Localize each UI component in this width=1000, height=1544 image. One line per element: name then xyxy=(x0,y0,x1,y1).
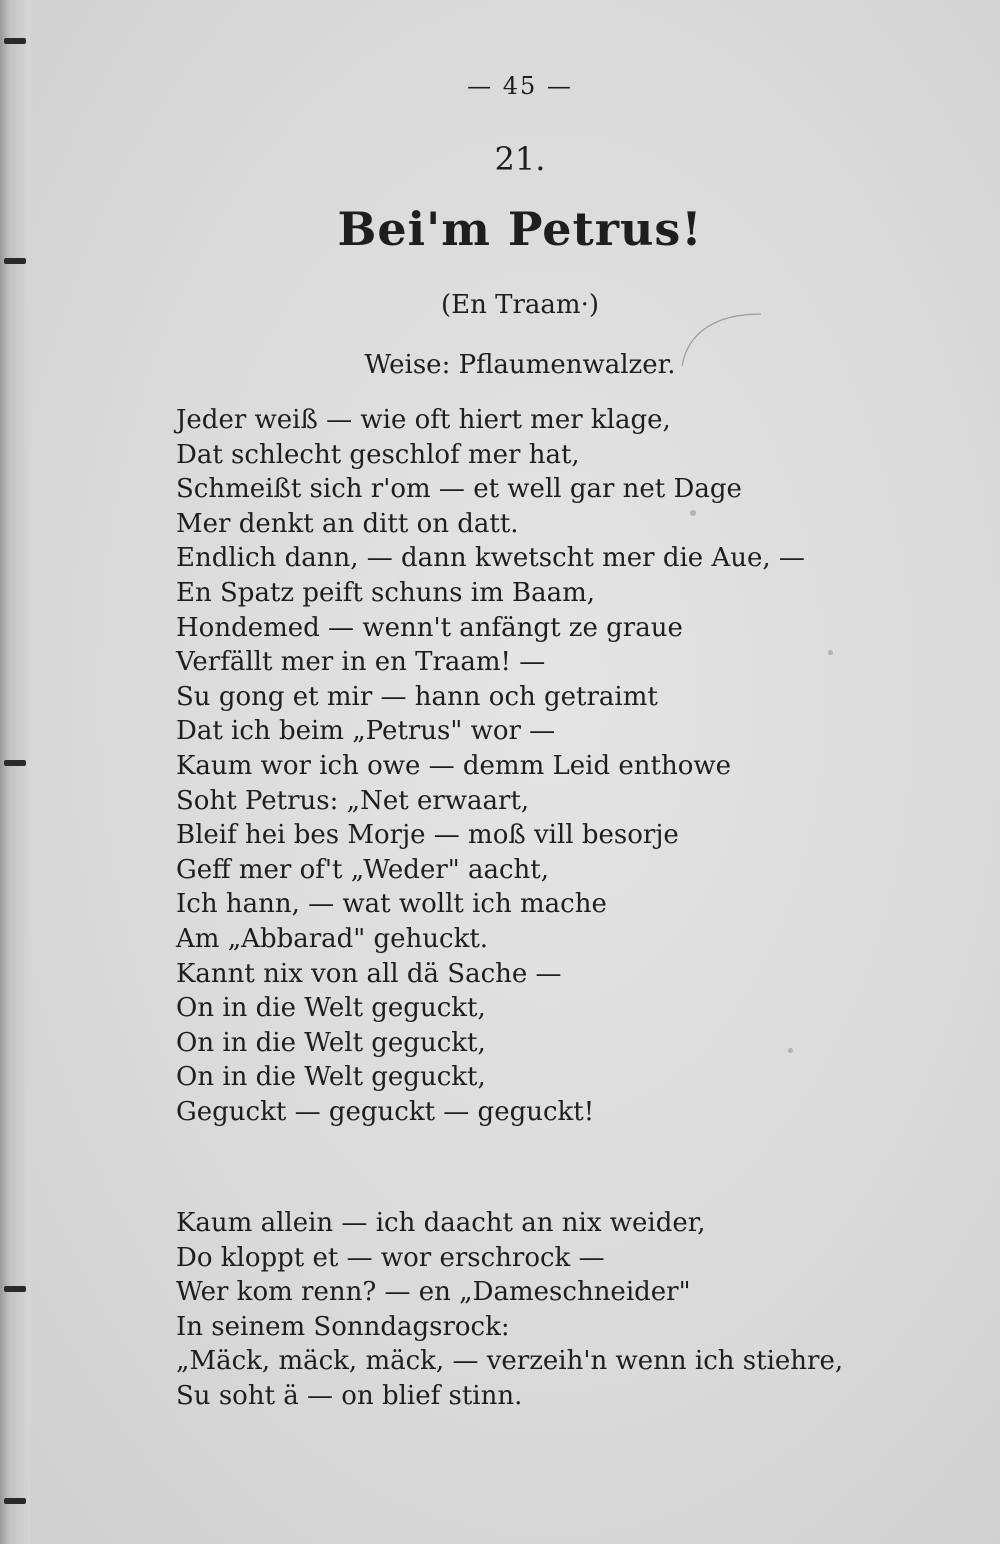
verse-line: Am „Abbarad" gehuckt. xyxy=(176,923,489,954)
poem-subtitle: (En Traam·) xyxy=(441,290,599,320)
verse-line: Bleif hei bes Morje — moß vill besorje xyxy=(176,820,679,851)
verse-line: Geff mer of't „Weder" aacht, xyxy=(176,854,550,885)
verse-line: „Mäck, mäck, mäck, — verzeih'n wenn ich stiehre, xyxy=(176,1346,844,1377)
verse-line: Verfällt mer in en Traam! — xyxy=(176,647,546,678)
verse-line: Kaum wor ich owe — demm Leid enthowe xyxy=(176,750,732,781)
stanza xyxy=(176,1206,843,1414)
verse-line: Dat ich beim „Petrus" wor — xyxy=(176,716,556,747)
verse-line: Wer kom renn? — en „Dameschneider" xyxy=(176,1277,691,1308)
melody-note: Weise: Pflaumenwalzer. xyxy=(364,350,676,380)
verse-line: Dat schlecht geschlof mer hat, xyxy=(176,439,580,470)
verse-line: Schmeißt sich r'om — et well gar net Dage xyxy=(176,474,742,505)
verse-line: In seinem Sonndagsrock: xyxy=(176,1311,510,1342)
verse-line: Endlich dann, — dann kwetscht mer die Aue, — xyxy=(176,543,805,574)
verse-line: Su soht ä — on blief stinn. xyxy=(176,1380,523,1411)
binding-thread-mark xyxy=(4,258,26,264)
verse-line: Su gong et mir — hann och getraimt xyxy=(176,681,658,712)
verse-line: Do kloppt et — wor erschrock — xyxy=(176,1242,605,1273)
verse-line: On in die Welt geguckt, xyxy=(176,1062,486,1093)
verse-line: Soht Petrus: „Net erwaart, xyxy=(176,785,530,816)
paper-speck xyxy=(828,650,833,655)
stanza xyxy=(176,403,805,1129)
binding-thread-mark xyxy=(4,1498,26,1504)
verse-line: Ich hann, — wat wollt ich mache xyxy=(176,889,607,920)
verse-line: Hondemed — wenn't anfängt ze graue xyxy=(176,612,683,643)
page-number: — 45 — xyxy=(467,72,573,100)
verse-line: On in die Welt geguckt, xyxy=(176,993,486,1024)
binding-thread-mark xyxy=(4,760,26,766)
poem-title: Bei'm Petrus! xyxy=(337,202,703,256)
verse-line: Kannt nix von all dä Sache — xyxy=(176,958,562,989)
verse-line: En Spatz peift schuns im Baam, xyxy=(176,577,596,608)
verse-line: Geguckt — geguckt — geguckt! xyxy=(176,1096,595,1127)
verse-line: Kaum allein — ich daacht an nix weider, xyxy=(176,1208,706,1238)
binding-thread-mark xyxy=(4,38,26,44)
verse-line: Jeder weiß — wie oft hiert mer klage, xyxy=(176,405,671,435)
binding-thread-mark xyxy=(4,1286,26,1292)
verse-line: On in die Welt geguckt, xyxy=(176,1027,486,1058)
verse-line: Mer denkt an ditt on datt. xyxy=(176,508,519,539)
poem-number: 21. xyxy=(494,140,546,178)
